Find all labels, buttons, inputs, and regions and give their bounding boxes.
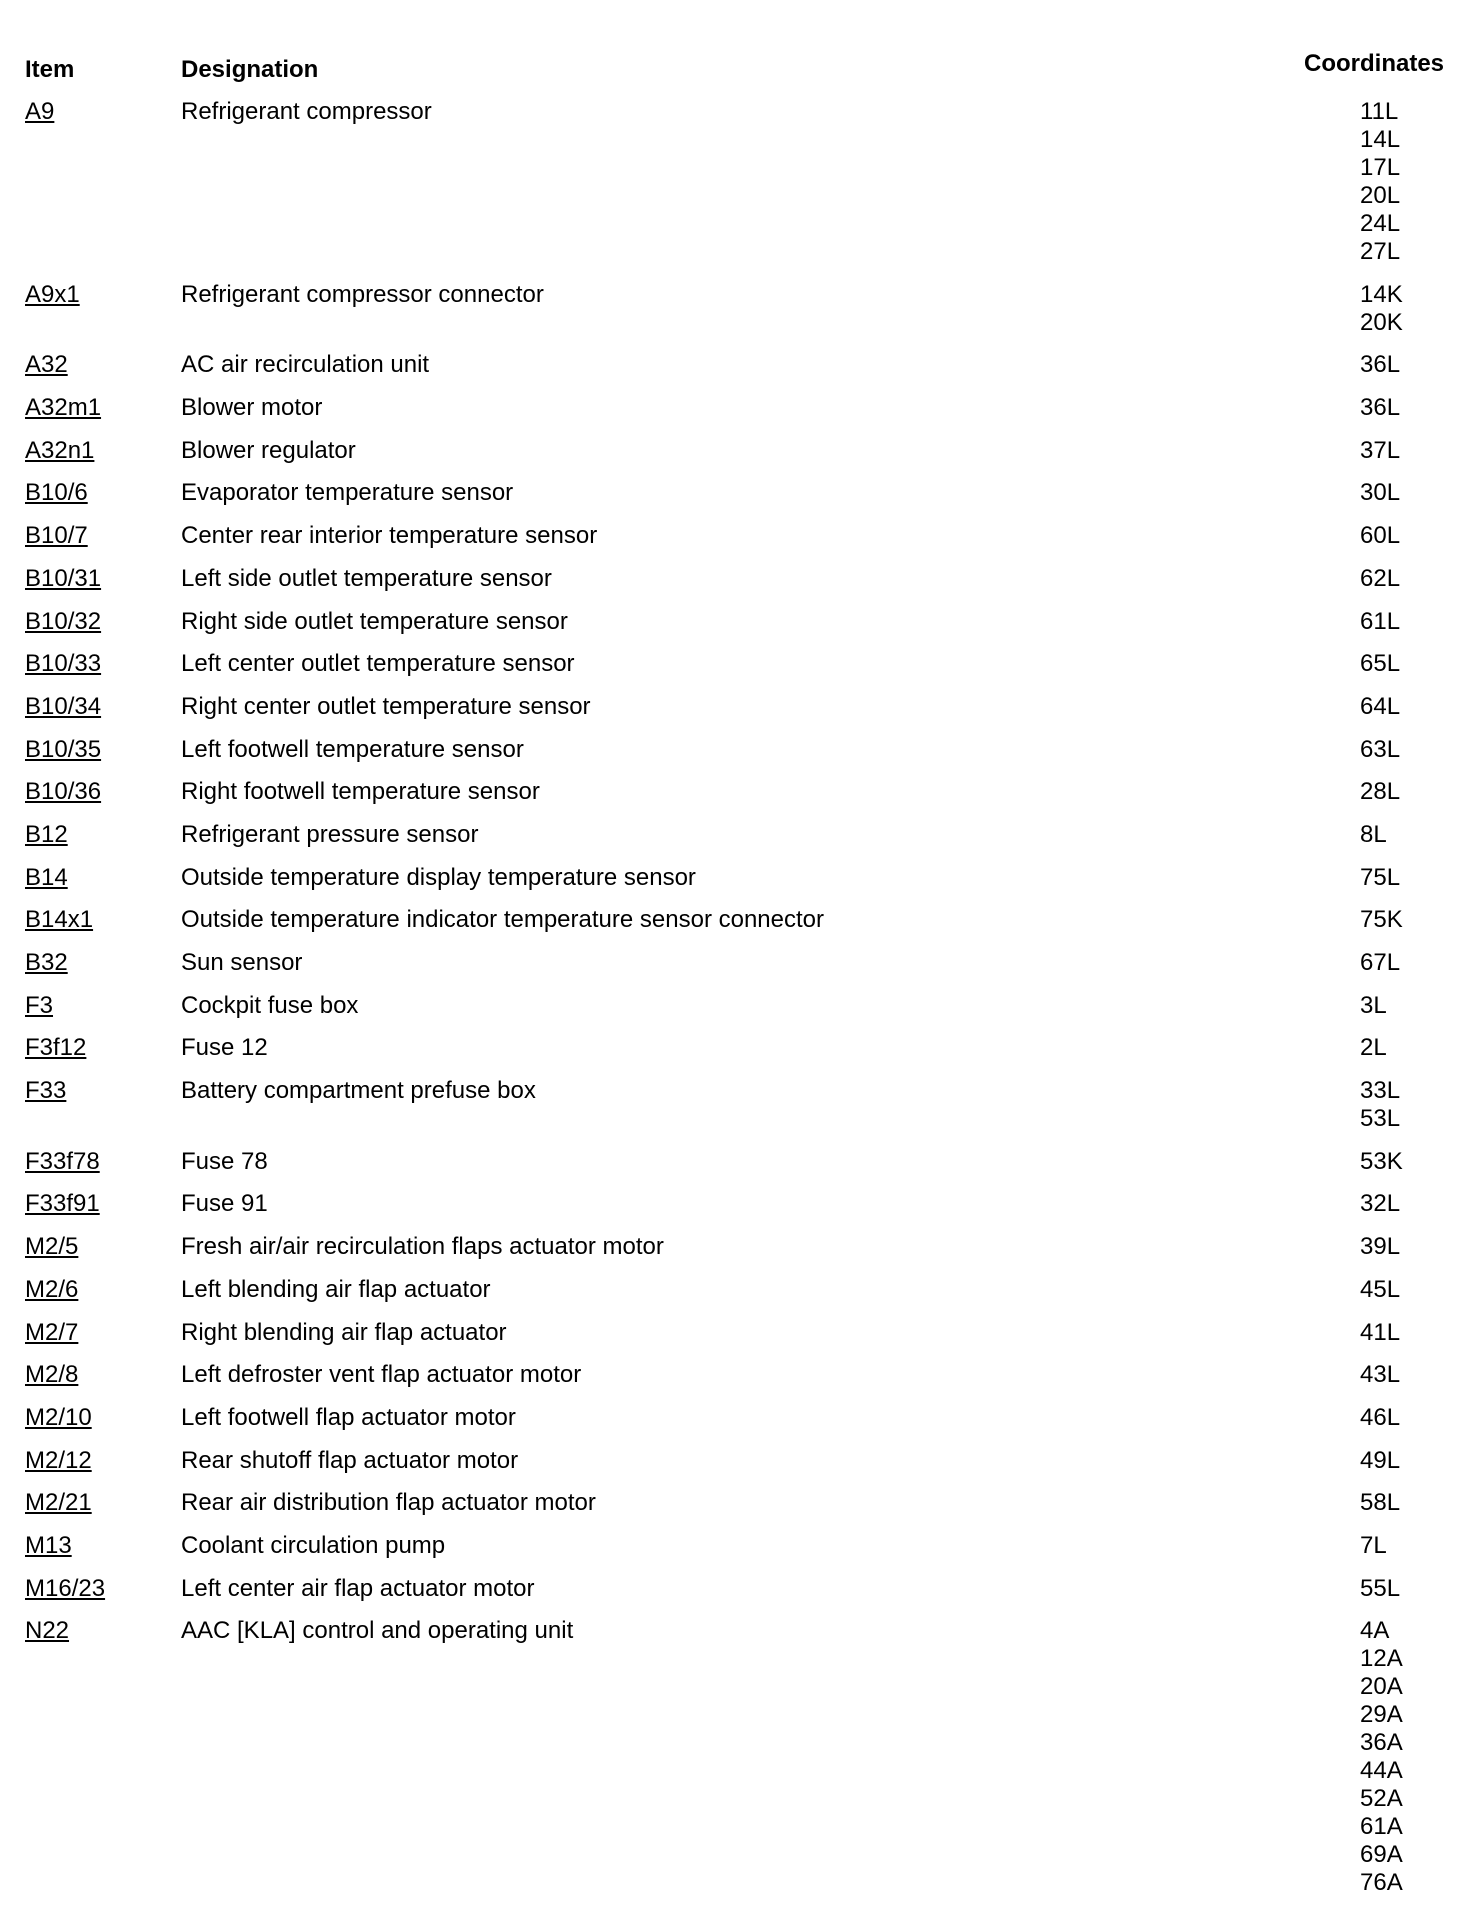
coordinate-value: 28L bbox=[1360, 778, 1401, 806]
designation-text: Evaporator temperature sensor bbox=[181, 479, 514, 507]
table-row bbox=[0, 1361, 1472, 1404]
table-row bbox=[0, 736, 1472, 779]
table-row bbox=[0, 1034, 1472, 1077]
coordinate-value: 49L bbox=[1360, 1446, 1401, 1474]
table-row bbox=[0, 1077, 1472, 1148]
coordinates-list bbox=[1360, 736, 1400, 764]
coordinate-value: 45L bbox=[1360, 1275, 1401, 1303]
item-link[interactable]: A32 bbox=[25, 351, 68, 379]
table-row bbox=[0, 351, 1472, 394]
table-row bbox=[0, 522, 1472, 565]
coordinates-list bbox=[1360, 1404, 1400, 1432]
coordinates-list bbox=[1360, 608, 1400, 636]
item-link[interactable]: B14x1 bbox=[25, 906, 94, 934]
designation-text: Battery compartment prefuse box bbox=[181, 1077, 536, 1105]
coordinate-value: 17L bbox=[1360, 154, 1401, 181]
coordinate-value: 11L bbox=[1360, 98, 1399, 125]
item-link[interactable]: M13 bbox=[25, 1531, 72, 1559]
coordinates-list bbox=[1360, 778, 1400, 806]
table-row bbox=[0, 650, 1472, 693]
coordinate-value: 58L bbox=[1360, 1489, 1401, 1517]
table-row bbox=[0, 608, 1472, 651]
designation-text: Fresh air/air recirculation flaps actuator motor bbox=[181, 1233, 664, 1261]
designation-text: Right blending air flap actuator bbox=[181, 1318, 507, 1346]
table-row bbox=[0, 1319, 1472, 1362]
table-row bbox=[0, 949, 1472, 992]
table-row bbox=[0, 693, 1472, 736]
header-coordinates: Coordinates bbox=[1304, 50, 1445, 77]
coordinates-list bbox=[1360, 281, 1403, 337]
designation-text: Coolant circulation pump bbox=[181, 1531, 446, 1559]
coordinate-value: 3L bbox=[1360, 991, 1387, 1019]
item-link[interactable]: A9x1 bbox=[25, 280, 80, 308]
legend-table bbox=[0, 98, 1472, 1912]
table-row bbox=[0, 1276, 1472, 1319]
table-row bbox=[0, 565, 1472, 608]
coordinates-list bbox=[1360, 1575, 1400, 1603]
item-link[interactable]: B10/31 bbox=[25, 564, 102, 592]
designation-text: Right side outlet temperature sensor bbox=[181, 607, 568, 635]
item-link[interactable]: M2/10 bbox=[25, 1403, 92, 1431]
coordinates-list bbox=[1360, 1319, 1400, 1347]
item-link[interactable]: F33 bbox=[25, 1077, 67, 1105]
item-link[interactable]: M2/21 bbox=[25, 1489, 92, 1517]
designation-text: Refrigerant pressure sensor bbox=[181, 820, 479, 848]
coordinate-value: 53L bbox=[1360, 1105, 1401, 1133]
table-row bbox=[0, 1233, 1472, 1276]
designation-text: Outside temperature display temperature sensor bbox=[181, 863, 696, 891]
coordinates-list bbox=[1360, 1034, 1387, 1062]
designation-text: Right center outlet temperature sensor bbox=[181, 692, 591, 720]
coordinates-list bbox=[1360, 565, 1400, 593]
item-link[interactable]: M16/23 bbox=[25, 1574, 106, 1602]
coordinate-value: 39L bbox=[1360, 1233, 1401, 1261]
coordinate-value: 41L bbox=[1360, 1318, 1401, 1346]
designation-text: Sun sensor bbox=[181, 949, 303, 976]
coordinate-value: 2L bbox=[1360, 1034, 1387, 1062]
designation-text: Fuse 91 bbox=[181, 1190, 268, 1218]
coordinates-list bbox=[1360, 992, 1387, 1020]
designation-text: Blower regulator bbox=[181, 436, 356, 464]
coordinate-value: 75K bbox=[1360, 906, 1403, 934]
coordinates-list bbox=[1360, 1361, 1400, 1389]
coordinate-value: 76A bbox=[1360, 1869, 1403, 1897]
coordinates-list bbox=[1360, 693, 1400, 721]
table-row bbox=[0, 1532, 1472, 1575]
designation-text: Refrigerant compressor connector bbox=[181, 280, 544, 308]
table-row bbox=[0, 992, 1472, 1035]
coordinate-value: 14K bbox=[1360, 280, 1403, 308]
coordinates-list bbox=[1360, 1276, 1400, 1304]
coordinate-value: 20A bbox=[1360, 1673, 1403, 1701]
coordinate-value: 24L bbox=[1360, 210, 1401, 237]
coordinate-value: 27L bbox=[1360, 238, 1401, 265]
coordinate-value: 69A bbox=[1360, 1841, 1403, 1869]
coordinate-value: 29A bbox=[1360, 1701, 1403, 1729]
coordinates-list bbox=[1360, 1077, 1400, 1133]
designation-text: Center rear interior temperature sensor bbox=[181, 522, 598, 550]
coordinates-list bbox=[1360, 522, 1400, 550]
coordinates-list bbox=[1360, 949, 1400, 977]
coordinate-value: 61L bbox=[1360, 607, 1401, 635]
coordinates-list bbox=[1360, 1233, 1400, 1261]
coordinate-value: 4A bbox=[1360, 1617, 1390, 1645]
table-row bbox=[0, 98, 1472, 281]
coordinate-value: 62L bbox=[1360, 564, 1401, 592]
item-link[interactable]: M2/5 bbox=[25, 1233, 79, 1261]
coordinates-list bbox=[1360, 1489, 1400, 1517]
item-link[interactable]: A32n1 bbox=[25, 436, 95, 464]
item-link[interactable]: B10/6 bbox=[25, 479, 88, 507]
coordinates-list bbox=[1360, 650, 1400, 678]
table-row bbox=[0, 821, 1472, 864]
coordinates-list bbox=[1360, 864, 1400, 892]
item-link[interactable]: B10/7 bbox=[25, 522, 88, 550]
coordinate-value: 32L bbox=[1360, 1190, 1401, 1218]
coordinate-value: 7L bbox=[1360, 1531, 1387, 1559]
table-row bbox=[0, 1148, 1472, 1191]
coordinates-list bbox=[1360, 98, 1400, 266]
item-link[interactable]: M2/12 bbox=[25, 1446, 92, 1474]
table-row bbox=[0, 1404, 1472, 1447]
item-link[interactable]: F33f91 bbox=[25, 1190, 100, 1218]
coordinate-value: 14L bbox=[1360, 126, 1401, 153]
table-row bbox=[0, 1575, 1472, 1618]
table-row bbox=[0, 394, 1472, 437]
coordinates-list bbox=[1360, 821, 1387, 849]
coordinates-list bbox=[1360, 1190, 1400, 1218]
designation-text: Left center outlet temperature sensor bbox=[181, 650, 575, 678]
designation-text: Left center air flap actuator motor bbox=[181, 1574, 535, 1602]
designation-text: AAC [KLA] control and operating unit bbox=[181, 1617, 574, 1645]
item-link[interactable]: B10/34 bbox=[25, 692, 102, 720]
coordinate-value: 61A bbox=[1360, 1813, 1403, 1841]
coordinate-value: 20K bbox=[1360, 308, 1403, 336]
table-row bbox=[0, 864, 1472, 907]
coordinate-value: 36L bbox=[1360, 351, 1401, 379]
coordinate-value: 53K bbox=[1360, 1147, 1403, 1175]
coordinate-value: 65L bbox=[1360, 650, 1401, 678]
coordinate-value: 44A bbox=[1360, 1757, 1403, 1785]
designation-text: Outside temperature indicator temperature sensor connector bbox=[181, 906, 824, 934]
table-row bbox=[0, 437, 1472, 480]
item-link[interactable]: F3 bbox=[25, 991, 54, 1019]
coordinates-list bbox=[1360, 351, 1400, 379]
item-link[interactable]: A32m1 bbox=[25, 394, 102, 422]
coordinates-list bbox=[1360, 394, 1400, 422]
item-link[interactable]: A9 bbox=[25, 98, 55, 125]
item-link[interactable]: B10/33 bbox=[25, 650, 102, 678]
item-link[interactable]: B10/32 bbox=[25, 607, 102, 635]
coordinate-value: 64L bbox=[1360, 692, 1401, 720]
table-row bbox=[0, 778, 1472, 821]
coordinate-value: 63L bbox=[1360, 735, 1401, 763]
coordinate-value: 36L bbox=[1360, 394, 1401, 422]
item-link[interactable]: M2/6 bbox=[25, 1275, 79, 1303]
designation-text: AC air recirculation unit bbox=[181, 351, 430, 379]
designation-text: Left footwell flap actuator motor bbox=[181, 1403, 516, 1431]
designation-text: Refrigerant compressor bbox=[181, 98, 432, 125]
coordinate-value: 20L bbox=[1360, 182, 1401, 209]
coordinate-value: 36A bbox=[1360, 1729, 1403, 1757]
item-link[interactable]: F33f78 bbox=[25, 1147, 100, 1175]
coordinate-value: 52A bbox=[1360, 1785, 1403, 1813]
coordinate-value: 75L bbox=[1360, 863, 1401, 891]
designation-text: Left side outlet temperature sensor bbox=[181, 564, 552, 592]
coordinate-value: 12A bbox=[1360, 1645, 1403, 1673]
coordinate-value: 30L bbox=[1360, 479, 1401, 507]
designation-text: Right footwell temperature sensor bbox=[181, 778, 540, 806]
table-row bbox=[0, 281, 1472, 352]
item-link[interactable]: B10/35 bbox=[25, 735, 102, 763]
coordinate-value: 8L bbox=[1360, 820, 1387, 848]
designation-text: Fuse 78 bbox=[181, 1147, 268, 1175]
item-link[interactable]: F3f12 bbox=[25, 1034, 87, 1062]
coordinate-value: 43L bbox=[1360, 1361, 1401, 1389]
coordinates-list bbox=[1360, 1617, 1403, 1897]
item-link[interactable]: B32 bbox=[25, 949, 68, 976]
coordinate-value: 33L bbox=[1360, 1077, 1401, 1105]
designation-text: Rear shutoff flap actuator motor bbox=[181, 1446, 519, 1474]
designation-text: Fuse 12 bbox=[181, 1034, 268, 1062]
table-row bbox=[0, 1190, 1472, 1233]
item-link[interactable]: N22 bbox=[25, 1617, 70, 1645]
item-link[interactable]: B14 bbox=[25, 863, 68, 891]
coordinates-list bbox=[1360, 1532, 1387, 1560]
designation-text: Blower motor bbox=[181, 394, 323, 422]
header-designation: Designation bbox=[181, 56, 319, 83]
designation-text: Left blending air flap actuator bbox=[181, 1275, 491, 1303]
table-row bbox=[0, 1617, 1472, 1912]
table-row bbox=[0, 1489, 1472, 1532]
coordinate-value: 37L bbox=[1360, 436, 1401, 464]
designation-text: Rear air distribution flap actuator motor bbox=[181, 1489, 596, 1517]
coordinate-value: 46L bbox=[1360, 1403, 1401, 1431]
table-row bbox=[0, 906, 1472, 949]
item-link[interactable]: B12 bbox=[25, 820, 68, 848]
table-row bbox=[0, 1447, 1472, 1490]
coordinates-list bbox=[1360, 437, 1400, 465]
coordinates-list bbox=[1360, 1148, 1403, 1176]
item-link[interactable]: M2/7 bbox=[25, 1318, 79, 1346]
coordinates-list bbox=[1360, 1447, 1400, 1475]
table-row bbox=[0, 479, 1472, 522]
header-item: Item bbox=[25, 56, 75, 83]
item-link[interactable]: M2/8 bbox=[25, 1361, 79, 1389]
coordinate-value: 60L bbox=[1360, 522, 1401, 550]
coordinates-list bbox=[1360, 479, 1400, 507]
designation-text: Cockpit fuse box bbox=[181, 991, 359, 1019]
item-link[interactable]: B10/36 bbox=[25, 778, 102, 806]
coordinate-value: 67L bbox=[1360, 949, 1401, 976]
designation-text: Left defroster vent flap actuator motor bbox=[181, 1361, 582, 1389]
designation-text: Left footwell temperature sensor bbox=[181, 735, 524, 763]
coordinates-list bbox=[1360, 906, 1403, 934]
coordinate-value: 55L bbox=[1360, 1574, 1401, 1602]
